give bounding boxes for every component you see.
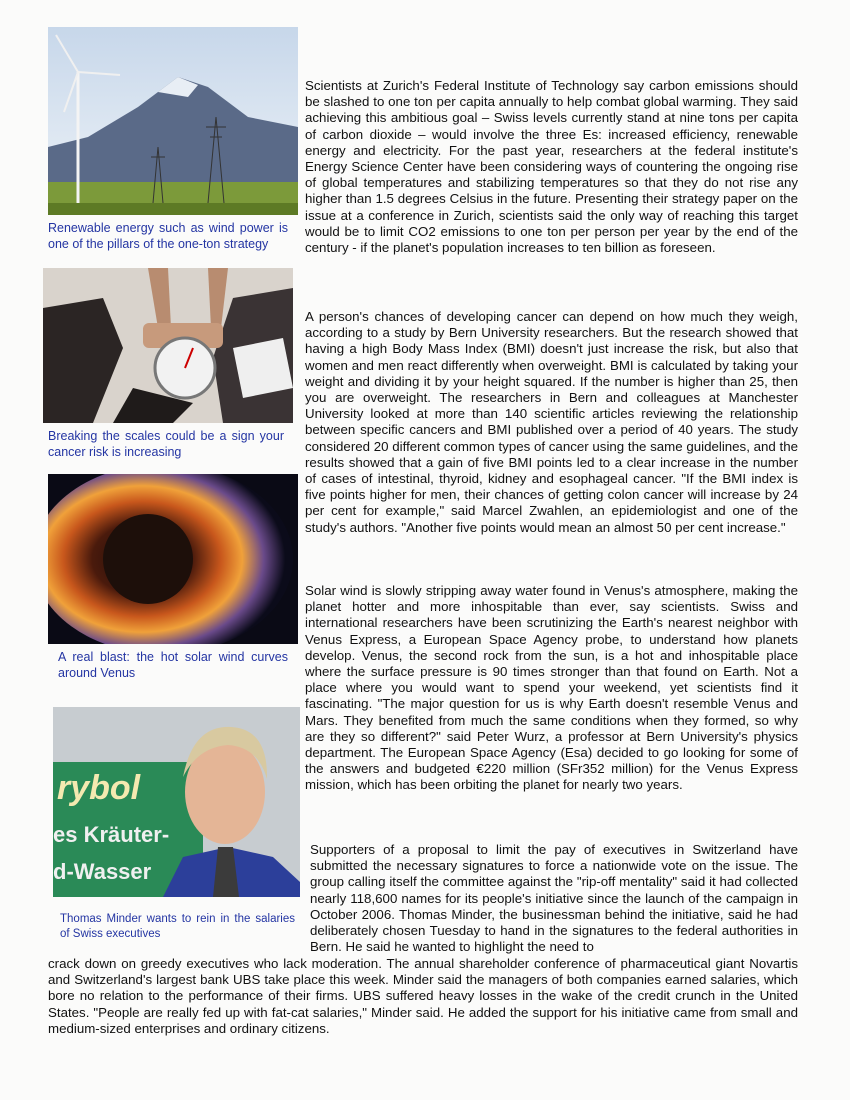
venus-solar-wind-image: [48, 474, 298, 644]
article-body: Supporters of a proposal to limit the pay of executives in Switzerland have submitted the necessary signatures to force a nationwide vote on the issue. The group calling itself the committee against the "rip-off mentality" said it had collected nearly 118,600 names for its people's initiative since the launch of the campaign in October 2006. Thomas Minder, the businessman behind the initiative, said he had deliberately chosen Tuesday to hand in the signatures to the federal authorities in Bern. He said he wanted to highlight the need to: [310, 842, 798, 955]
article-body: Scientists at Zurich's Federal Institute of Technology say carbon emissions should be slashed to one ton per capita annually to help combat global warming. They said achieving this ambitious goal – Swiss levels currently stand at nine tons per capita of carbon dioxide – would involve the three Es: increased efficiency, renewable energy and electricity. For the past year, researchers at the federal institute's Energy Science Center have been considering ways of countering the ongoing rise of global temperatures and stabilizing temperatures so that they do not rise any higher than 1.5 degrees Celsius in the future. Presenting their strategy paper on the issue at a conference in Zurich, scientists said the only way of reaching this target would be to limit CO2 emissions to one ton per person per year by the end of the century - if the planet's population increases to ten billion as foreseen.: [305, 78, 798, 256]
wind-turbine-photo: [48, 27, 298, 215]
photo-caption: A real blast: the hot solar wind curves around Venus: [58, 650, 288, 680]
article-body: A person's chances of developing cancer can depend on how much they weigh, according to a study by Bern University researchers. But the research showed that having a high Body Mass Index (BMI) doesn't just increase the risk, but also that women and men react differently when overweight. BMI is calculated by taking your weight and dividing it by your height squared. If the number is higher than 25, then you are overweight. The researchers in Bern and colleagues at Manchester University looked at more than 140 scientific articles reviewing the relationship between specific cancers and BMI published over a period of 40 years. The study considered 20 different common types of cancer using the same guidelines, and the results showed that a gain of five BMI points led to a clear increase in the number of cases of intestinal, thyroid, kidney and esophageal cancer. "If the BMI index is five points higher for men, their chances of getting colon cancer will increase by 24 per cent for example," said Marcel Zwahlen, an epidemiologist and one of the study's authors. "Another five points would mean an almost 50 per cent increase.": [305, 309, 798, 535]
photo-caption: Breaking the scales could be a sign your cancer risk is increasing: [48, 429, 284, 459]
photo-caption: Thomas Minder wants to rein in the salaries of Swiss executives: [60, 913, 295, 940]
sign-line-3: d-Wasser: [53, 859, 152, 884]
article-body-continued: crack down on greedy executives who lack moderation. The annual shareholder conference of pharmaceutical giant Novartis and Switzerland's largest bank UBS take place this week. Minder said the managers of both companies earned salaries, which bore no relation to the performance of their firms. UBS suffered heavy losses in the wake of the credit crunch in the United States. "People are really fed up with fat-cat salaries," Minder said. He added the support for his initiative came from small and medium-sized enterprises and ordinary citizens.: [48, 956, 798, 1036]
article-body: Solar wind is slowly stripping away water found in Venus's atmosphere, making the planet hotter and more inhospitable than ever, say scientists. Swiss and international researchers have been scrutinizing the Earth's nearest neighbor with Venus Express, a European Space Agency probe, to understand how planets develop. Venus, the second rock from the sun, is a hot and inhospitable place where the surface pressure is 90 times stronger than that found on Earth. Not a place where you would want to spend your weekend, yet scientists find it fascinating. "The major question for us is why Earth doesn't resemble Venus and Mars. They benefited from much the same conditions when they formed, so why are they so different?" said Peter Wurz, a professor at Bern University's physics department. The European Space Agency (Esa) decided to go looking for some of the answers and budgeted €220 million (SFr352 million) for the Venus Express mission, which has been orbiting the planet for nearly two years.: [305, 583, 798, 793]
thomas-minder-portrait: [53, 707, 300, 897]
bathroom-scale-photo: [43, 268, 293, 423]
sign-line-1: rybol: [57, 769, 141, 807]
photo-caption: Renewable energy such as wind power is one of the pillars of the one-ton strategy: [48, 221, 288, 251]
sign-line-2: es Kräuter-: [53, 822, 170, 847]
